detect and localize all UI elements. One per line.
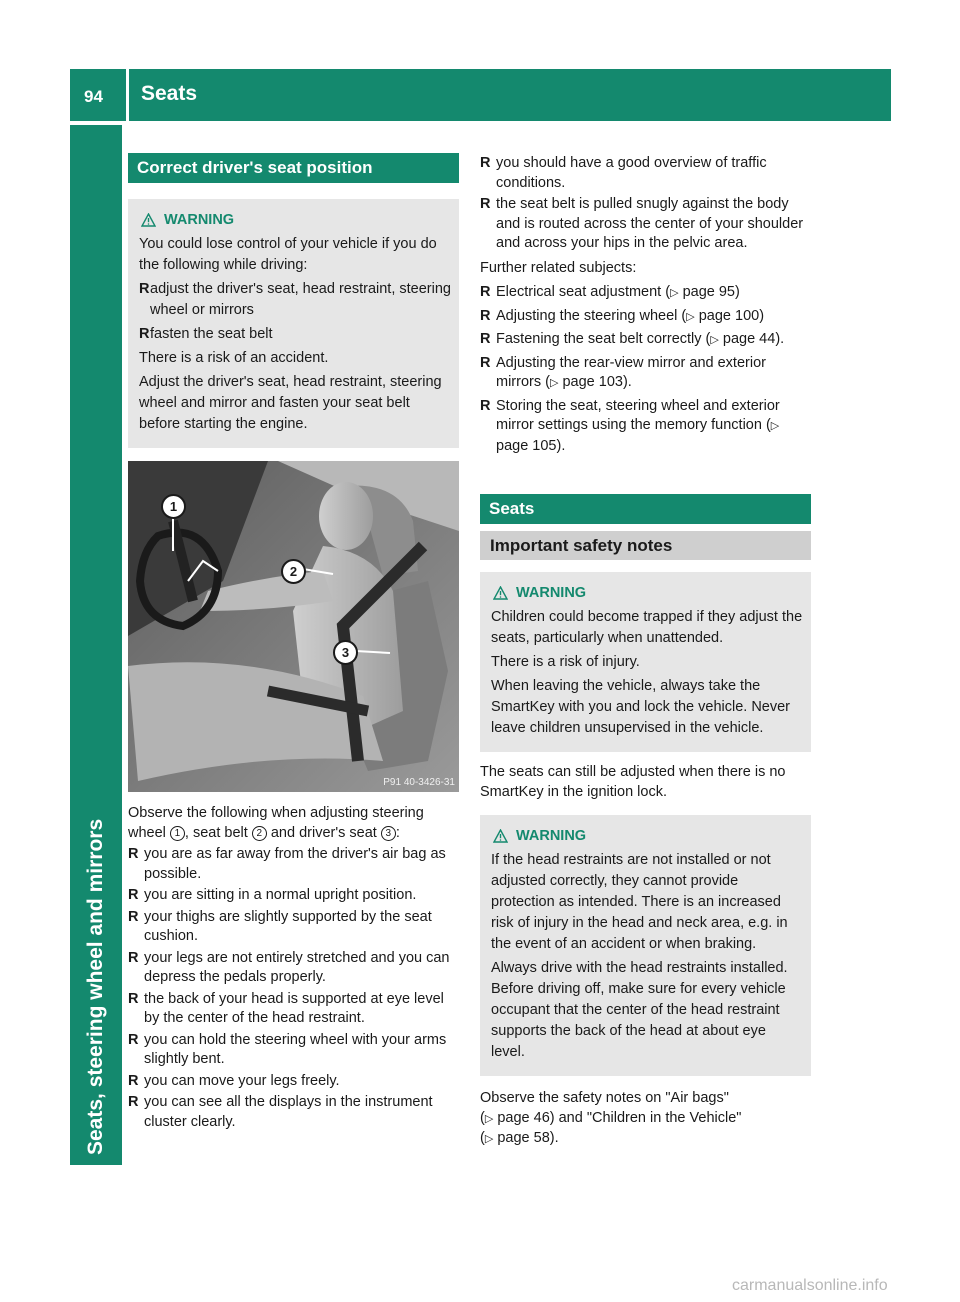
callout-ref-2: 2 xyxy=(252,826,267,841)
warning-triangle-icon xyxy=(493,829,508,843)
bullet-marker: R xyxy=(128,908,139,925)
seat-position-photo xyxy=(128,461,459,792)
bullet-marker: R xyxy=(128,1072,139,1089)
header-divider xyxy=(126,69,129,121)
cross-reference-item: R Adjusting the rear-view mirror and exterior mirrors (▷ page 103). xyxy=(480,354,766,390)
callout-ref-1: 1 xyxy=(170,826,185,841)
figure-code: P91 40-3426-31 xyxy=(383,777,455,788)
warning-risk: There is a risk of an accident. xyxy=(139,350,329,366)
list-item: R your thighs are slightly supported by the seat cushion. xyxy=(128,908,432,944)
page-link[interactable]: page 100 xyxy=(698,307,760,324)
callout-3: 3 xyxy=(333,640,358,665)
page-ref-arrow-icon: ▷ xyxy=(770,420,780,432)
warning-title: WARNING xyxy=(491,583,803,603)
cross-reference-item: R Electrical seat adjustment (▷ page 95) xyxy=(480,284,740,300)
section-title-seat-position: Correct driver's seat position xyxy=(128,153,459,183)
chapter-title: Seats, steering wheel and mirrors xyxy=(84,818,107,1155)
warning-intro: You could lose control of your vehicle if you do the following while driving: xyxy=(139,236,437,273)
warning-box-children: WARNING Children could become trapped if they adjust the seats, particularly when unattended. There is a risk of injury. When leaving the vehicle, always take the SmartKey with you and lock the vehicle. Never leave children unsupervised in the vehicle. xyxy=(480,572,811,752)
list-item: R adjust the driver's seat, head restraint, steering wheel or mirrors xyxy=(139,281,451,318)
cross-reference-item: R Adjusting the steering wheel (▷ page 100) xyxy=(480,307,765,324)
chapter-side-tab xyxy=(70,125,122,1165)
warning-box-accident xyxy=(128,199,459,448)
right-column xyxy=(480,154,811,1150)
seat-position-checklist xyxy=(128,845,459,1132)
callout-2: 2 xyxy=(281,559,306,584)
warning-title: WARNING xyxy=(491,826,803,846)
page-title: Seats xyxy=(141,82,198,105)
warning-box-head-restraints: WARNING If the head restraints are not installed or not adjusted correctly, they cannot provide protection as intended. There is an increased risk of injury in the head and neck area, e.g. in the event of an accident or when braking. Always drive with the head restraints installed. Before driving off, make sure for every vehicle occupant that the center of the head restraint supports the back of the head at about eye level. xyxy=(480,815,811,1076)
warning-triangle-icon xyxy=(493,586,508,600)
list-item: R the seat belt is pulled snugly against the body and is routed across the center of your shoulder and across your hips in the pelvic area. xyxy=(480,196,804,251)
observe-paragraph: Observe the following when adjusting steering wheel 1 , seat belt 2 and driver's seat 3 : xyxy=(128,805,424,841)
page-link[interactable]: page 95 xyxy=(682,284,735,300)
smartkey-note: The seats can still be adjusted when there is no SmartKey in the ignition lock. xyxy=(480,764,786,800)
seat-position-checklist-continued xyxy=(480,154,811,254)
list-item: R you can hold the steering wheel with your arms slightly bent. xyxy=(128,1031,447,1067)
callout-1: 1 xyxy=(161,494,186,519)
list-item: R you can move your legs freely. xyxy=(128,1072,459,1092)
warning-bullets xyxy=(139,279,451,345)
watermark: carmanualsonline.info xyxy=(732,1277,888,1294)
section-title-seats: Seats xyxy=(480,494,811,524)
bullet-marker: R xyxy=(128,846,139,862)
warning-title: WARNING xyxy=(139,210,451,230)
page-link[interactable]: page 44 xyxy=(722,331,776,347)
list-item: R you should have a good overview of traffic conditions. xyxy=(480,155,767,191)
warning-triangle-icon xyxy=(141,213,156,227)
page-ref-arrow-icon: ▷ xyxy=(484,1133,494,1145)
page-ref-arrow-icon: ▷ xyxy=(549,377,559,389)
bullet-marker: R xyxy=(139,326,150,342)
page-header xyxy=(70,69,891,121)
list-item: R fasten the seat belt xyxy=(139,324,451,345)
list-item: R your legs are not entirely stretched and you can depress the pedals properly. xyxy=(128,949,450,985)
page-link[interactable]: page 58 xyxy=(497,1130,550,1146)
cross-reference-item: R Fastening the seat belt correctly (▷ page 44). xyxy=(480,331,785,347)
callout-ref-3: 3 xyxy=(381,826,396,841)
page-link[interactable]: page 103 xyxy=(562,374,623,390)
airbag-cross-reference: Observe the safety notes on "Air bags" (▷ page 46) and "Children in the Vehicle" (▷ page 58). xyxy=(480,1090,742,1146)
warning-advice: Adjust the driver's seat, head restraint, steering wheel and mirror and fasten your seat belt before starting the engine. xyxy=(139,374,442,432)
bullet-marker: R xyxy=(128,949,139,966)
bullet-marker: R xyxy=(139,281,150,297)
page-ref-arrow-icon: ▷ xyxy=(484,1112,494,1125)
bullet-marker: R xyxy=(480,196,491,212)
cross-reference-item: R Storing the seat, steering wheel and exterior mirror settings using the memory function (▷ page 105). xyxy=(480,397,780,454)
further-subjects-title: Further related subjects: xyxy=(480,259,637,276)
list-item: R you are as far away from the driver's air bag as possible. xyxy=(128,846,446,882)
page-ref-arrow-icon: ▷ xyxy=(670,287,679,299)
bullet-marker: R xyxy=(128,887,139,903)
list-item: R the back of your head is supported at eye level by the center of the head restraint. xyxy=(128,990,444,1026)
subsection-title-safety-notes: Important safety notes xyxy=(480,531,811,560)
list-item: R you are sitting in a normal upright position. xyxy=(128,886,459,906)
list-item: R you can see all the displays in the instrument cluster clearly. xyxy=(128,1094,433,1130)
further-subjects-list xyxy=(480,283,811,456)
bullet-marker: R xyxy=(480,155,491,171)
page-ref-arrow-icon: ▷ xyxy=(710,334,719,346)
page-link[interactable]: page 46 xyxy=(497,1109,550,1126)
bullet-marker: R xyxy=(128,990,139,1007)
bullet-marker: R xyxy=(128,1031,139,1048)
left-column xyxy=(128,153,459,1132)
page-ref-arrow-icon: ▷ xyxy=(686,310,695,323)
page-link[interactable]: page 105 xyxy=(496,437,557,454)
page-number: 94 xyxy=(84,87,103,106)
bullet-marker: R xyxy=(128,1094,139,1110)
